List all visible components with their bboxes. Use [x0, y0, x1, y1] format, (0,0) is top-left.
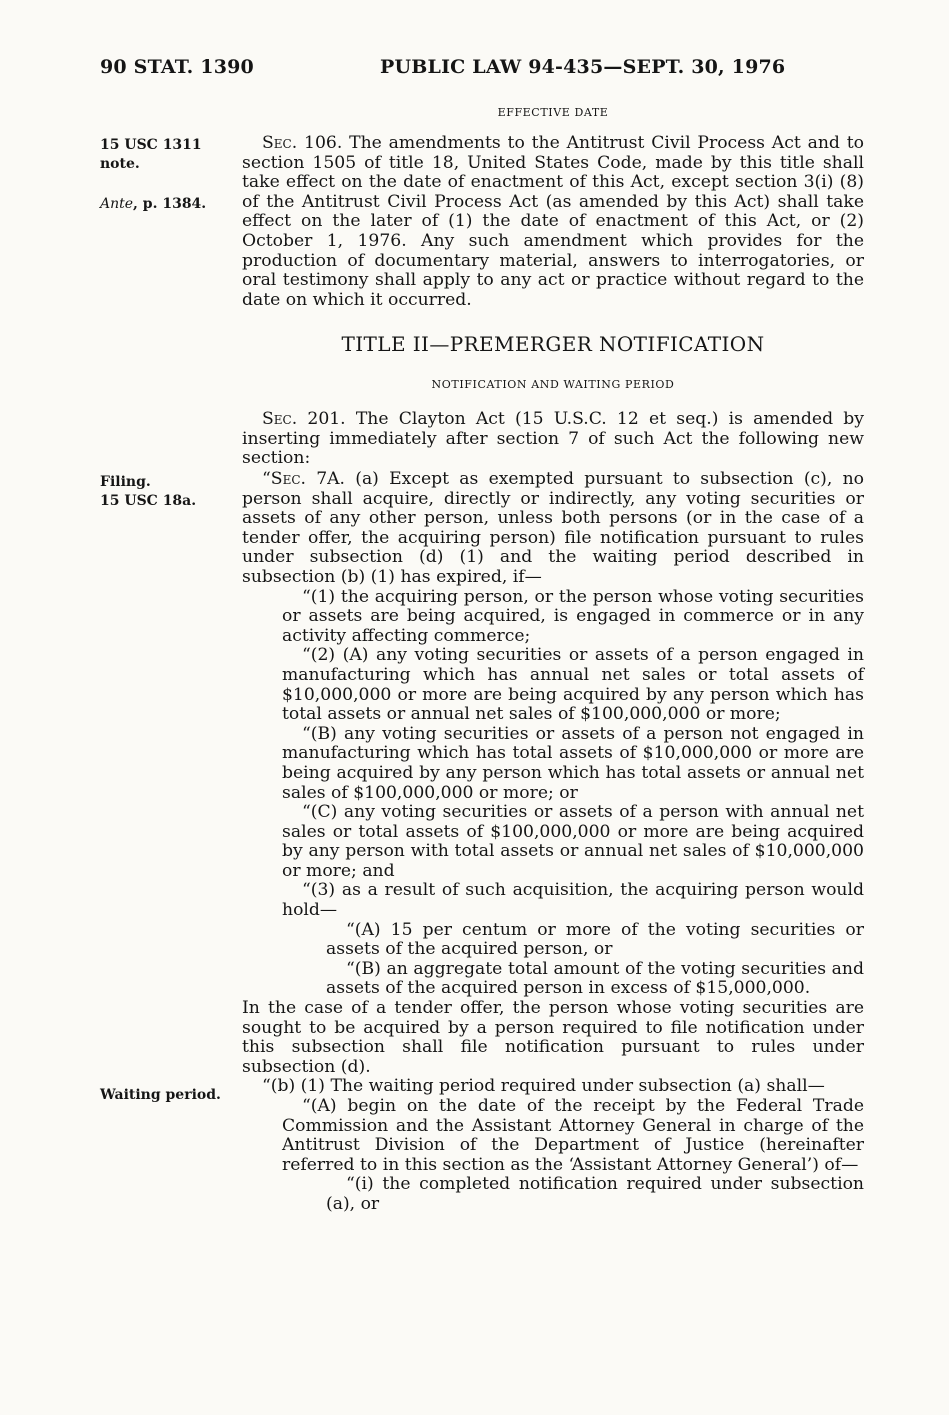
tender-offer-paragraph: In the case of a tender offer, the person whose voting securities are sought to be acquired by a person required to file notification under this subsection shall file notification pursuant to rules under subsection (d).: [242, 998, 864, 1077]
subsection-b1a-i: “(i) the completed notification required under subsection (a), or: [326, 1174, 864, 1214]
subsection-b1a: “(A) begin on the date of the receipt by the Federal Trade Commission and the Assistant Attorney General in charge of the Antitrust Division of the Department of Justice (hereinafter referred to in this section as the ‘Assistant Attorney General’) of—: [282, 1096, 864, 1175]
open-quote: “: [262, 469, 271, 489]
section-106-text: [242, 134, 864, 310]
section-201-body: 201. The Clayton Act (15 U.S.C. 12 et seq.) is amended by inserting immediately after section 7 of such Act the following new section:: [242, 409, 864, 469]
section-201-text: [242, 410, 864, 469]
paragraph-2b: “(B) any voting securities or assets of a person not engaged in manufacturing which has total assets of $10,000,000 or more are being acquired by any person which has total assets or annual net sales of $100,000,000 or more; or: [282, 723, 864, 803]
margin-note-filing-label: Filing.: [100, 474, 151, 490]
title-heading: TITLE II—PREMERGER NOTIFICATION: [341, 332, 765, 356]
sec-label: Sec.: [262, 133, 298, 153]
paragraph-2c: “(C) any voting securities or assets of a person with annual net sales or total assets of $100,000,000 or more are being acquired by any person with total assets or annual net sales of $10,000,000 or more; and: [282, 802, 864, 881]
section-7a-body: 7A. (a) Except as exempted pursuant to subsection (c), no person shall acquire, directly or indirectly, any voting securities or assets of any other person, unless both persons (or in the case of a tender offer, the acquiring person) file notification pursuant to rules under subsection (d) (1) and the waiting period described in subsection (b) (1) has expired, if—: [242, 469, 864, 587]
sec-label: Sec.: [262, 409, 298, 429]
margin-note-usc-18a: 15 USC 18a.: [100, 493, 197, 509]
margin-note-ante-page: , p. 1384.: [133, 196, 207, 212]
page-citation: 90 STAT. 1390: [100, 56, 254, 78]
paragraph-3: “(3) as a result of such acquisition, the acquiring person would hold—: [282, 880, 864, 921]
margin-note-filing: [100, 473, 196, 511]
section-7a: [242, 470, 864, 1215]
subsection-b1: “(b) (1) The waiting period required under subsection (a) shall—: [262, 1076, 825, 1097]
margin-note-ante: [100, 195, 206, 214]
margin-note-waiting-period: Waiting period.: [100, 1087, 221, 1103]
margin-note-usc: 15 USC 1311: [100, 137, 202, 153]
paragraph-1: “(1) the acquiring person, or the person whose voting securities or assets are being acquired, is engaged in commerce or in any activity affecting commerce;: [282, 586, 864, 646]
paragraph-3b: “(B) an aggregate total amount of the voting securities and assets of the acquired person in excess of $15,000,000.: [326, 958, 864, 999]
sec-label: Sec.: [270, 469, 306, 489]
paragraph-2a: “(2) (A) any voting securities or assets of a person engaged in manufacturing which has annual net sales or total assets of $10,000,000 or more are being acquired by any person which has total assets or annual net sales of $100,000,000 or more;: [282, 645, 864, 725]
effective-date-caption: EFFECTIVE DATE: [497, 106, 609, 119]
margin-note-note: note.: [100, 156, 140, 172]
section-7a-subsection-a: [242, 470, 864, 588]
notification-caption: NOTIFICATION AND WAITING PERIOD: [431, 378, 675, 391]
paragraph-3a: “(A) 15 per centum or more of the voting securities or assets of the acquired person, or: [326, 919, 864, 960]
margin-note-usc-1311: [100, 136, 202, 174]
running-head: PUBLIC LAW 94-435—SEPT. 30, 1976: [380, 56, 786, 78]
section-106-body: 106. The amendments to the Antitrust Civil Process Act and to section 1505 of title 18, United States Code, made by this title shall take effect on the date of enactment of this Act, except section 3(i) (8) of the Antitrust Civil Process Act (as amended by this Act) shall take effect on the later of (1) the date of enactment of this Act, or (2) October 1, 1976. Any such amendment which provides for the production of documentary material, answers to interrogatories, or oral testimony shall apply to any act or practice without regard to the date on which it occurred.: [242, 133, 864, 310]
section-201: [242, 410, 864, 469]
margin-note-ante-word: Ante: [100, 196, 134, 212]
section-106: [242, 134, 864, 310]
